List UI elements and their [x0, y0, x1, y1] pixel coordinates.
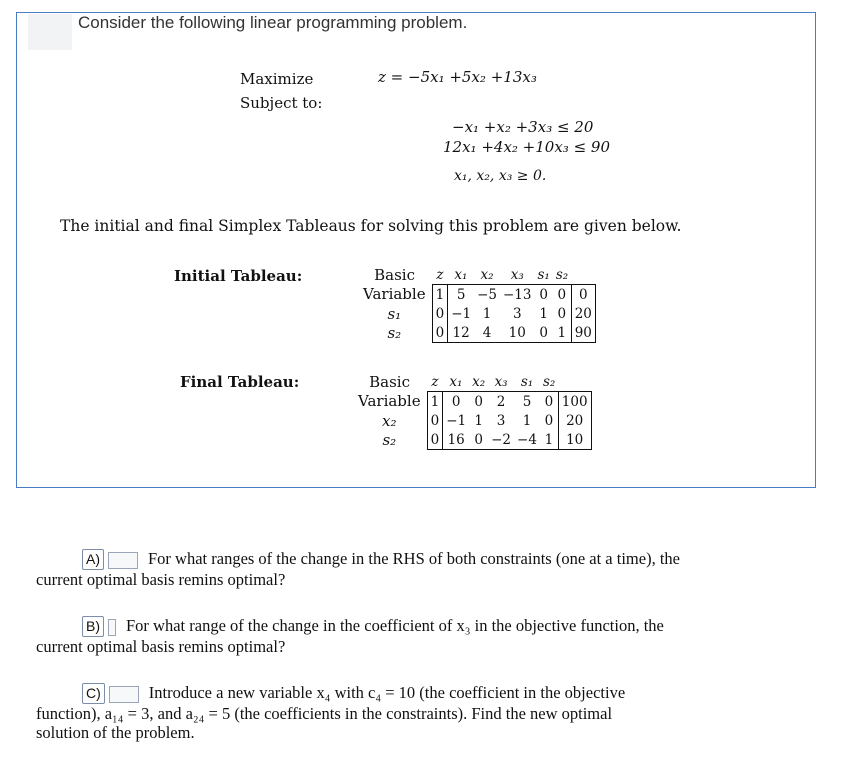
cell: 3: [512, 305, 522, 322]
col-header: x₁: [454, 266, 468, 283]
subject-to-label: Subject to:: [240, 94, 323, 112]
col-header: x₃: [510, 266, 524, 283]
cell: 0: [443, 392, 469, 412]
question-text: current optimal basis remins optimal?: [36, 570, 286, 589]
question-c-badge: C): [82, 683, 105, 704]
cell: 3: [496, 412, 506, 429]
cell: 12: [448, 323, 474, 343]
question-c: [36, 683, 625, 742]
constraint-1: −x₁ +x₂ +3x₃ ≤ 20: [452, 118, 594, 136]
cell: 100: [558, 392, 591, 412]
cell: 10: [558, 430, 591, 450]
question-b: [36, 616, 664, 656]
cell: 0: [553, 285, 571, 305]
col-header: x₃: [494, 373, 508, 390]
cell: 16: [443, 430, 469, 450]
basis-variable: s₁: [387, 304, 402, 323]
cell: 20: [571, 304, 595, 323]
cell: 90: [571, 323, 595, 343]
objective-function: z = −5x₁ +5x₂ +13x₃: [378, 68, 537, 86]
cell: 0: [432, 304, 448, 323]
col-header: z: [436, 266, 444, 283]
basis-variable: x₂: [382, 411, 397, 430]
answer-box[interactable]: [109, 686, 139, 703]
basis-variable: s₂: [382, 430, 397, 449]
cell: 1: [427, 392, 443, 412]
cell: −2: [488, 430, 514, 450]
cell: 5: [514, 392, 540, 412]
cell: 5: [448, 285, 474, 305]
tableau-row: [355, 430, 591, 450]
cell: 1: [432, 285, 448, 305]
cell: 1: [539, 305, 548, 322]
cell: 0: [540, 392, 558, 412]
cell: 0: [540, 411, 558, 430]
tableau-row: [355, 411, 591, 430]
cell: 1: [522, 412, 532, 429]
question-b-badge: B): [82, 616, 104, 637]
col-header: x₁: [449, 373, 463, 390]
tableau-row: [360, 285, 595, 305]
question-a-badge: A): [82, 549, 104, 570]
cell: −5: [474, 285, 500, 305]
question-text: Introduce a new variable x₄ with c₄ = 10 (the coefficient in the objective: [148, 683, 626, 702]
col-header: s₁: [520, 373, 534, 390]
col-header: x₂: [472, 373, 486, 390]
variable-header: Variable: [363, 285, 426, 304]
cell: 0: [553, 304, 571, 323]
nonnegativity-constraint: x₁, x₂, x₃ ≥ 0.: [454, 168, 547, 184]
cell: −13: [500, 285, 535, 305]
cell: 0: [427, 430, 443, 450]
tableau-row: [360, 304, 595, 323]
initial-tableau-label: Initial Tableau:: [174, 267, 303, 285]
final-tableau-label: Final Tableau:: [180, 373, 300, 391]
cell: 20: [558, 411, 591, 430]
tableau-header-row: [355, 372, 591, 392]
cell: 0: [469, 430, 488, 450]
cell: 0: [432, 323, 448, 343]
col-header: z: [431, 373, 439, 390]
tableau-row: [355, 392, 591, 412]
cropped-margin-patch: [28, 14, 72, 50]
final-tableau: [355, 372, 592, 450]
constraint-2: 12x₁ +4x₂ +10x₃ ≤ 90: [443, 138, 610, 156]
maximize-label: Maximize: [240, 70, 314, 88]
tableau-header-row: [360, 265, 595, 285]
question-text: current optimal basis remins optimal?: [36, 637, 286, 656]
answer-box[interactable]: [108, 552, 138, 569]
cell: 1: [553, 323, 571, 343]
answer-box[interactable]: [108, 619, 116, 636]
question-a: [36, 549, 680, 589]
tableau-intro-text: The initial and final Simplex Tableaus for solving this problem are given below.: [60, 217, 682, 235]
question-text: solution of the problem.: [36, 723, 195, 742]
tableau-row: [360, 323, 595, 343]
basis-variable: s₂: [387, 323, 402, 342]
cell: 0: [535, 285, 553, 305]
basic-header: Basic: [369, 372, 410, 391]
col-header: s₂: [555, 266, 569, 283]
cell: −4: [514, 430, 540, 450]
question-text: For what range of the change in the coefficient of x₃ in the objective function, the: [126, 616, 664, 635]
problem-heading: Consider the following linear programming problem.: [78, 13, 468, 32]
cell: 0: [427, 411, 443, 430]
cell: 1: [482, 305, 492, 322]
cell: 0: [535, 323, 553, 343]
question-text: function), a₁₄ = 3, and a₂₄ = 5 (the coefficients in the constraints). Find the new optimal: [36, 704, 613, 723]
basic-header: Basic: [374, 265, 415, 284]
variable-header: Variable: [358, 392, 421, 411]
cell: −1: [446, 412, 467, 429]
cell: −1: [451, 305, 472, 322]
cell: 0: [469, 392, 488, 412]
cell: 4: [474, 323, 500, 343]
col-header: s₁: [537, 266, 550, 283]
col-header: [571, 265, 595, 285]
cell: 0: [571, 285, 595, 305]
col-header: [558, 372, 591, 392]
question-text: For what ranges of the change in the RHS of both constraints (one at a time), the: [148, 549, 680, 568]
initial-tableau: [360, 265, 596, 343]
cell: 1: [540, 430, 558, 450]
cell: 1: [474, 412, 483, 429]
cell: 10: [500, 323, 535, 343]
cell: 2: [488, 392, 514, 412]
col-header: s₂: [542, 373, 556, 390]
col-header: x₂: [480, 266, 494, 283]
